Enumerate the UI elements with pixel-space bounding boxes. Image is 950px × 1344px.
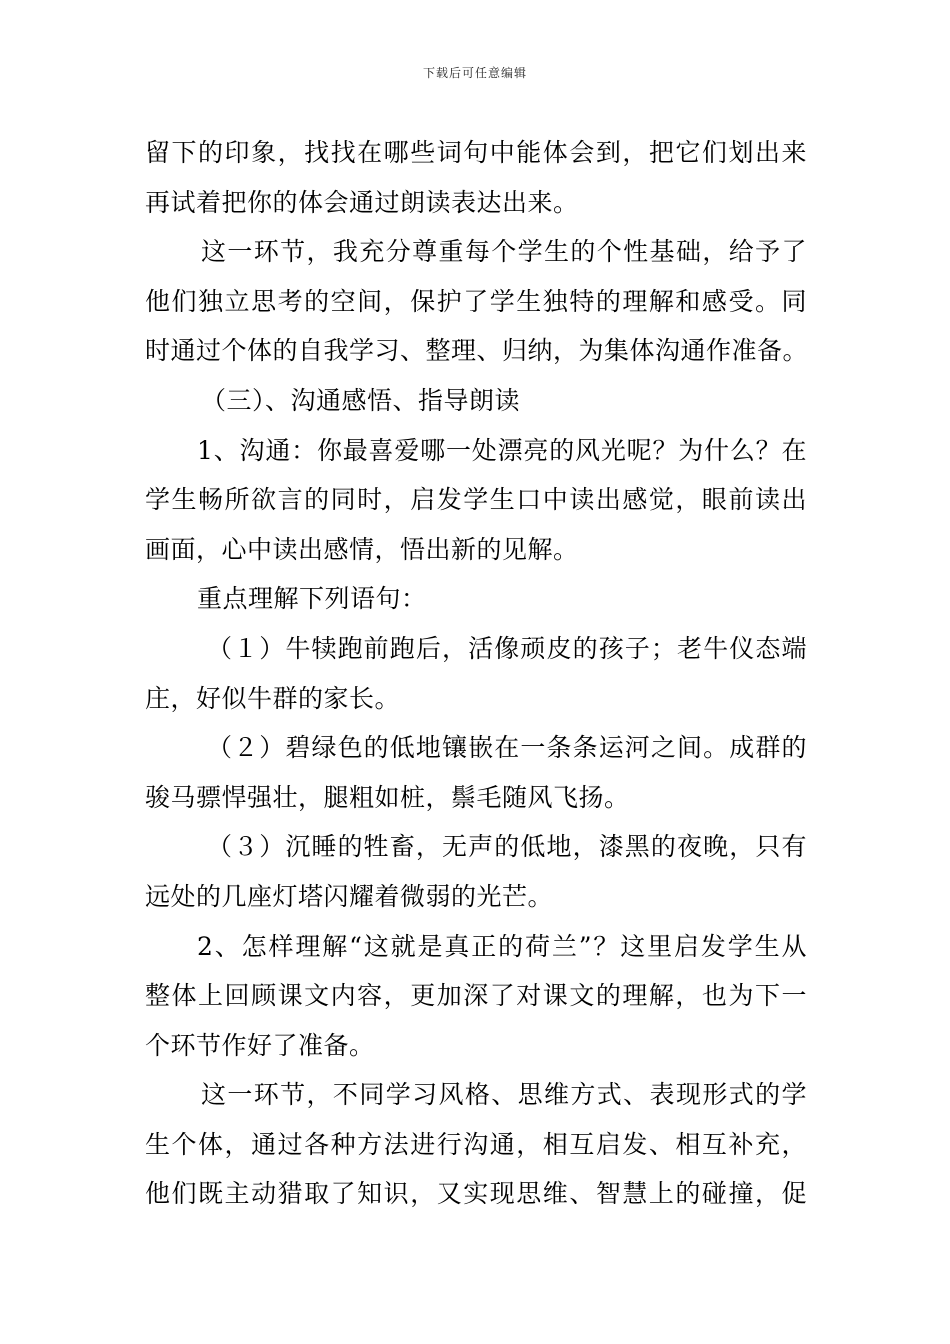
text-line: 留下的印象，找找在哪些词句中能体会到，把它们划出来 bbox=[145, 138, 807, 167]
list-item: （３）沉睡的牲畜，无声的低地，漆黑的夜晚，只有 bbox=[207, 832, 807, 862]
text-line: 再试着把你的体会通过朗读表达出来。 bbox=[145, 187, 579, 217]
text-line: 2、怎样理解“这就是真正的荷兰”？这里启发学生从 bbox=[197, 931, 807, 961]
text-line: 他们既主动猎取了知识，又实现思维、智慧上的碰撞，促 bbox=[145, 1179, 807, 1209]
list-item: （２）碧绿色的低地镶嵌在一条条运河之间。成群的 bbox=[207, 733, 807, 763]
list-item-continuation: 骏马骠悍强壮，腿粗如桩，鬃毛随风飞扬。 bbox=[145, 782, 630, 812]
text-line: 整体上回顾课文内容，更加深了对课文的理解，也为下一 bbox=[145, 981, 807, 1011]
text-line: 个环节作好了准备。 bbox=[145, 1030, 375, 1060]
list-item-continuation: 远处的几座灯塔闪耀着微弱的光芒。 bbox=[145, 881, 554, 911]
text-line: 时通过个体的自我学习、整理、归纳，为集体沟通作准备。 bbox=[145, 336, 809, 366]
document-body bbox=[145, 128, 807, 1219]
text-line: 这一环节，我充分尊重每个学生的个性基础，给予了 bbox=[201, 237, 807, 267]
list-item-continuation: 庄，好似牛群的家长。 bbox=[145, 683, 401, 713]
list-item: （１）牛犊跑前跑后，活像顽皮的孩子；老牛仪态端 bbox=[207, 633, 807, 663]
text-line: 重点理解下列语句： bbox=[197, 584, 427, 614]
text-line: 画面，心中读出感情，悟出新的见解。 bbox=[145, 534, 579, 564]
page-header: 下载后可任意编辑 bbox=[422, 66, 527, 80]
text-line: 生个体，通过各种方法进行沟通，相互启发、相互补充， bbox=[145, 1129, 807, 1159]
text-line: 他们独立思考的空间，保护了学生独特的理解和感受。同 bbox=[145, 286, 807, 316]
text-line: 这一环节，不同学习风格、思维方式、表现形式的学 bbox=[201, 1080, 807, 1110]
section-heading: （三）、沟通感悟、指导朗读 bbox=[201, 385, 521, 415]
text-line: 1、沟通：你最喜爱哪一处漂亮的风光呢？为什么？在 bbox=[197, 435, 807, 465]
text-line: 学生畅所欲言的同时，启发学生口中读出感觉，眼前读出 bbox=[145, 485, 807, 515]
